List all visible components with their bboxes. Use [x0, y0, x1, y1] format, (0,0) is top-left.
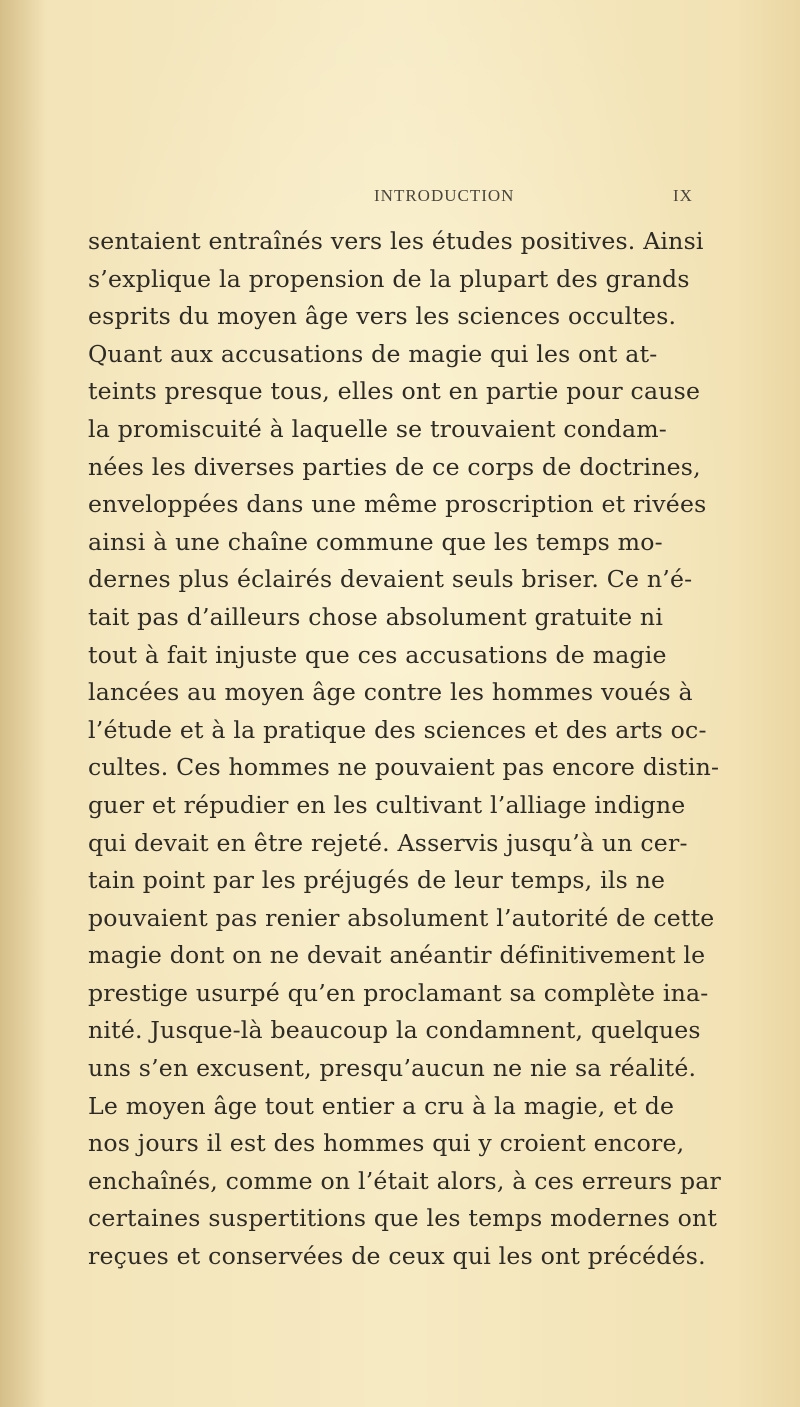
text-line: reçues et conservées de ceux qui les ont précédés. — [88, 1242, 706, 1271]
text-line: lancées au moyen âge contre les hommes voués à — [88, 678, 693, 707]
running-title: INTRODUCTION — [374, 186, 515, 205]
text-line: tain point par les préjugés de leur temps, ils ne — [88, 866, 666, 895]
text-line: enchaînés, comme on l’était alors, à ces erreurs par — [88, 1166, 722, 1195]
text-line: l’étude et à la pratique des sciences et des arts oc- — [88, 715, 707, 744]
text-line: tait pas d’ailleurs chose absolument gratuite ni — [88, 602, 664, 631]
text-line: sentaient entraînés vers les études positives. Ainsi — [88, 227, 704, 255]
text-line: esprits du moyen âge vers les sciences occultes. — [88, 302, 677, 331]
text-line: qui devait en être rejeté. Asservis jusqu’à un cer- — [88, 828, 688, 857]
text-line: certaines suspertitions que les temps modernes ont — [88, 1204, 718, 1233]
text-line: dernes plus éclairés devaient seuls briser. Ce n’é- — [88, 565, 693, 594]
text-line: Le moyen âge tout entier a cru à la magie, et de — [88, 1091, 675, 1120]
text-line: pouvaient pas renier absolument l’autorité de cette — [88, 903, 715, 932]
text-line: enveloppées dans une même proscription et rivées — [88, 490, 707, 519]
text-line: s’explique la propension de la plupart des grands — [88, 264, 690, 293]
text-line: teints presque tous, elles ont en partie pour cause — [88, 377, 701, 406]
text-line: nos jours il est des hommes qui y croient encore, — [88, 1129, 685, 1158]
text-line: cultes. Ces hommes ne pouvaient pas encore distin- — [88, 753, 720, 782]
text-line: magie dont on ne devait anéantir définitivement le — [88, 941, 706, 970]
text-line: la promiscuité à laquelle se trouvaient condam- — [88, 414, 667, 443]
text-line: ainsi à une chaîne commune que les temps mo- — [88, 527, 663, 556]
text-line: tout à fait injuste que ces accusations de magie — [88, 640, 667, 669]
text-line: Quant aux accusations de magie qui les ont at- — [88, 339, 658, 368]
text-line: guer et répudier en les cultivant l’alliage indigne — [88, 790, 686, 819]
text-line: uns s’en excusent, presqu’aucun ne nie sa réalité. — [88, 1054, 697, 1083]
text-line: nité. Jusque-là beaucoup la condamnent, quelques — [88, 1016, 701, 1045]
text-line: prestige usurpé qu’en proclamant sa complète ina- — [88, 978, 709, 1007]
page-number: IX — [673, 186, 693, 205]
text-line: nées les diverses parties de ce corps de doctrines, — [88, 452, 701, 481]
body-text — [88, 223, 728, 1276]
running-header — [60, 186, 760, 214]
